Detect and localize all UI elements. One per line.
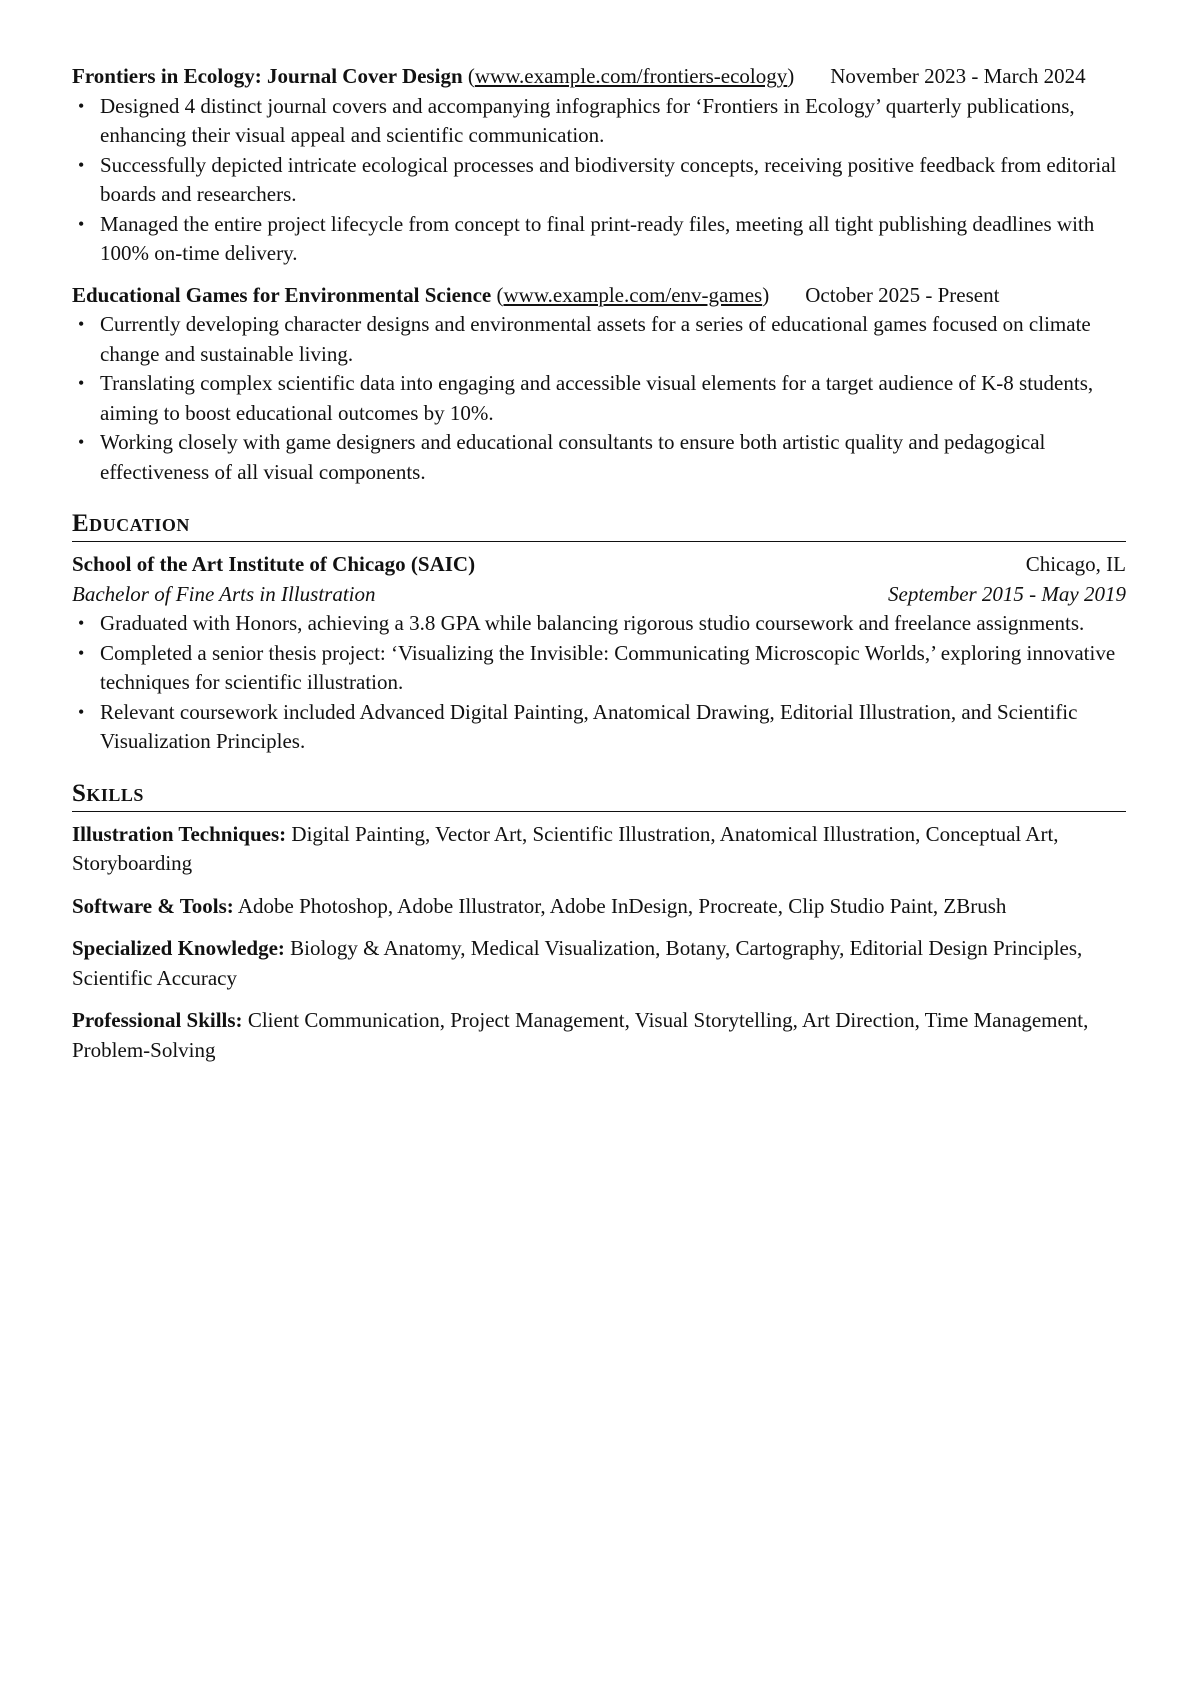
project-link[interactable]: www.example.com/frontiers-ecology — [474, 64, 788, 88]
bullet-item: • Translating complex scientific data into engaging and accessible visual elements for a target audience of K-8 students, aiming to boost educational outcomes by 10%. — [72, 369, 1126, 428]
project-dates: November 2023 - March 2024 — [830, 64, 1086, 88]
project-bullets — [72, 92, 1126, 269]
bullet-item: • Working closely with game designers and educational consultants to ensure both artistic quality and pedagogical effectiveness of all visual components. — [72, 428, 1126, 487]
section-heading-education: Education — [72, 509, 1126, 542]
bullet-item: • Relevant coursework included Advanced Digital Painting, Anatomical Drawing, Editorial Illustration, and Scientific Visualization Principles. — [72, 698, 1126, 757]
resume-page — [72, 62, 1126, 1078]
skill-item — [72, 820, 1126, 879]
bullet-item: • Managed the entire project lifecycle from concept to final print-ready files, meeting all tight publishing deadlines with 100% on-time delivery. — [72, 210, 1126, 269]
bullet-item: • Graduated with Honors, achieving a 3.8 GPA while balancing rigorous studio coursework and freelance assignments. — [72, 609, 1126, 639]
project-header: Frontiers in Ecology: Journal Cover Design (www.example.com/frontiers-ecology) November 2023 - March 2024 — [72, 64, 1086, 88]
project-link[interactable]: www.example.com/env-games — [503, 282, 763, 307]
skill-item — [72, 892, 1126, 922]
project-header: Educational Games for Environmental Science (www.example.com/env-games) October 2025 - Present — [72, 282, 1000, 307]
skill-value: Client Communication, Project Management, Visual Storytelling, Art Direction, Time Management, Problem-Solving — [72, 1008, 1089, 1062]
skill-label: Illustration Techniques: — [72, 821, 287, 846]
skill-item — [72, 1006, 1126, 1065]
bullet-item: • Currently developing character designs and environmental assets for a series of educational games focused on climate change and sustainable living. — [72, 310, 1126, 369]
degree-dates: September 2015 - May 2019 — [888, 581, 1126, 606]
project-entry — [72, 281, 1126, 488]
project-bullets — [72, 310, 1126, 487]
degree-row — [72, 580, 1126, 610]
education-bullets — [72, 609, 1126, 757]
degree-name: Bachelor of Fine Arts in Illustration — [72, 581, 376, 606]
skill-value: Digital Painting, Vector Art, Scientific Illustration, Anatomical Illustration, Conceptual Art, Storyboarding — [72, 821, 1059, 875]
education-entry — [72, 550, 1126, 757]
school-location: Chicago, IL — [1025, 552, 1126, 576]
skill-label: Professional Skills: — [72, 1008, 243, 1032]
skill-value: Adobe Photoshop, Adobe Illustrator, Adobe InDesign, Procreate, Clip Studio Paint, ZBrush — [237, 893, 1007, 918]
education-row — [72, 550, 1126, 580]
project-title: Frontiers in Ecology: Journal Cover Design — [72, 64, 463, 88]
section-heading-skills: Skills — [72, 779, 1126, 812]
skills-list — [72, 820, 1126, 1066]
skill-item — [72, 934, 1126, 993]
bullet-item: • Designed 4 distinct journal covers and accompanying infographics for ‘Frontiers in Ecology’ quarterly publications, enhancing their visual appeal and scientific communication. — [72, 92, 1126, 151]
skill-label: Software & Tools: — [72, 893, 234, 918]
project-entry — [72, 62, 1126, 269]
skill-label: Specialized Knowledge: — [72, 936, 285, 960]
bullet-item: • Completed a senior thesis project: ‘Visualizing the Invisible: Communicating Microscopic Worlds,’ exploring innovative techniques for scientific illustration. — [72, 639, 1126, 698]
project-dates: October 2025 - Present — [805, 282, 1000, 307]
project-title: Educational Games for Environmental Science — [72, 282, 492, 307]
skill-value: Biology & Anatomy, Medical Visualization, Botany, Cartography, Editorial Design Principles, Scientific Accuracy — [72, 936, 1083, 990]
school-name: School of the Art Institute of Chicago (SAIC) — [72, 552, 476, 576]
bullet-item: • Successfully depicted intricate ecological processes and biodiversity concepts, receiving positive feedback from editorial boards and researchers. — [72, 151, 1126, 210]
